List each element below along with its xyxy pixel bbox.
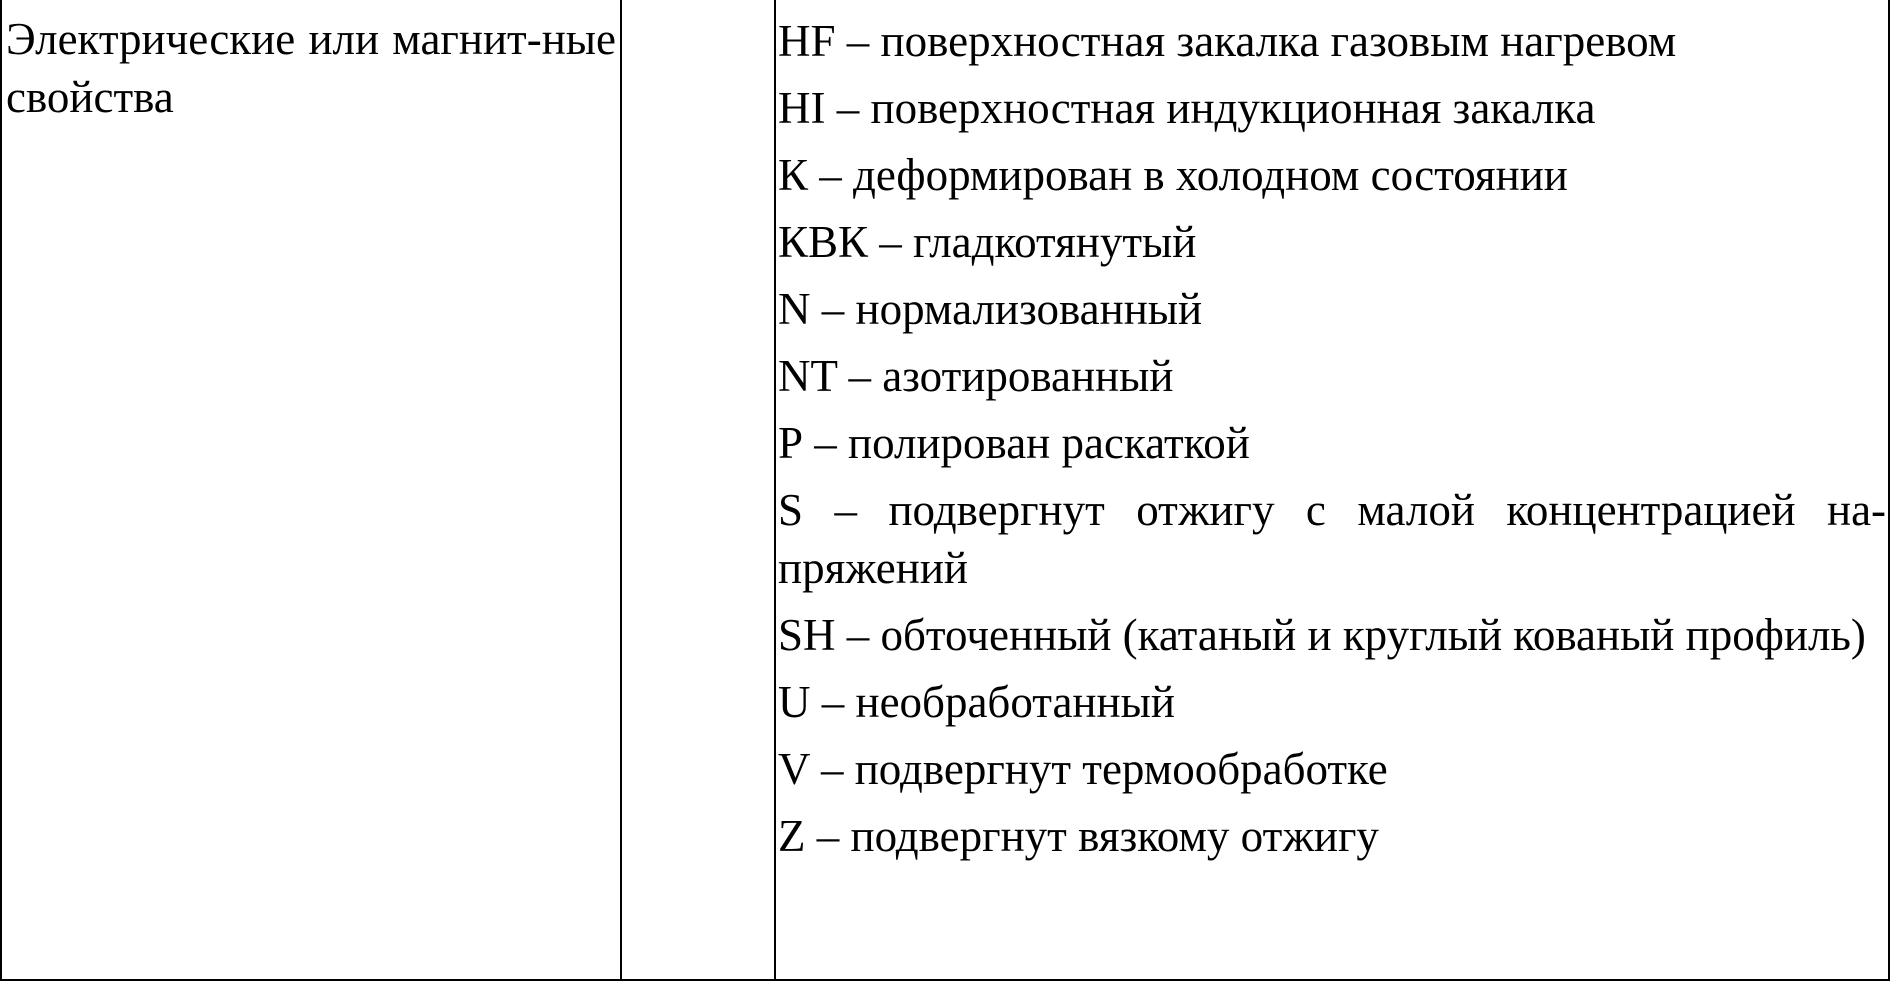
entry-separator: –	[846, 610, 870, 660]
list-item	[778, 79, 1886, 137]
entry-description: азотированный	[882, 351, 1174, 401]
entry-separator: –	[816, 811, 840, 861]
list-item	[778, 12, 1886, 70]
list-item	[778, 414, 1886, 472]
list-item	[778, 146, 1886, 204]
entry-separator: –	[848, 351, 871, 401]
entry-code: N	[778, 284, 811, 334]
entry-code: КВК	[778, 217, 869, 267]
entry-description: подвергнут термообработке	[854, 744, 1388, 794]
entry-separator: –	[819, 150, 842, 200]
entry-description: подвергнут вязкому отжигу	[850, 811, 1379, 861]
entry-separator: –	[834, 485, 857, 535]
entry-code: NT	[778, 351, 838, 401]
entry-code: HF	[778, 16, 836, 66]
entry-separator: –	[814, 418, 837, 468]
entry-description: подвергнут отжигу с малой концентрацией на-пряжений	[778, 485, 1887, 593]
list-item	[778, 280, 1886, 338]
property-cell	[1, 0, 621, 980]
entry-code: К	[778, 150, 809, 200]
entry-code: Р	[778, 418, 804, 468]
table-row	[1, 0, 1889, 980]
entry-separator: –	[820, 744, 844, 794]
property-name: Электрические или магнит-ные свойства	[6, 14, 616, 122]
list-item	[778, 807, 1886, 865]
entry-description: нормализованный	[855, 284, 1203, 334]
entry-code: U	[778, 677, 811, 727]
condition-list-cell	[775, 0, 1889, 980]
entry-code: Z	[778, 811, 806, 861]
entry-description: гладкотянутый	[913, 217, 1197, 267]
condition-list	[776, 0, 1888, 865]
entry-separator: –	[846, 16, 870, 66]
code-cell	[621, 0, 775, 980]
entry-code: S	[778, 485, 804, 535]
list-item	[778, 347, 1886, 405]
list-item	[778, 606, 1886, 664]
entry-description: обточенный (катаный и круглый кованый профиль)	[880, 610, 1866, 660]
list-item	[778, 213, 1886, 271]
entry-description: полирован раскаткой	[848, 418, 1250, 468]
list-item	[778, 481, 1886, 597]
list-item	[778, 673, 1886, 731]
entry-separator: –	[821, 284, 845, 334]
entry-code: HI	[778, 83, 826, 133]
entry-code: SH	[778, 610, 836, 660]
list-item	[778, 740, 1886, 798]
entry-description: деформирован в холодном состоянии	[853, 150, 1568, 200]
entry-description: необработанный	[855, 677, 1175, 727]
entry-description: поверхностная закалка газовым нагревом	[880, 16, 1677, 66]
entry-separator: –	[821, 677, 845, 727]
entry-separator: –	[836, 83, 860, 133]
entry-description: поверхностная индукционная закалка	[870, 83, 1596, 133]
entry-code: V	[778, 744, 810, 794]
entry-separator: –	[879, 217, 902, 267]
